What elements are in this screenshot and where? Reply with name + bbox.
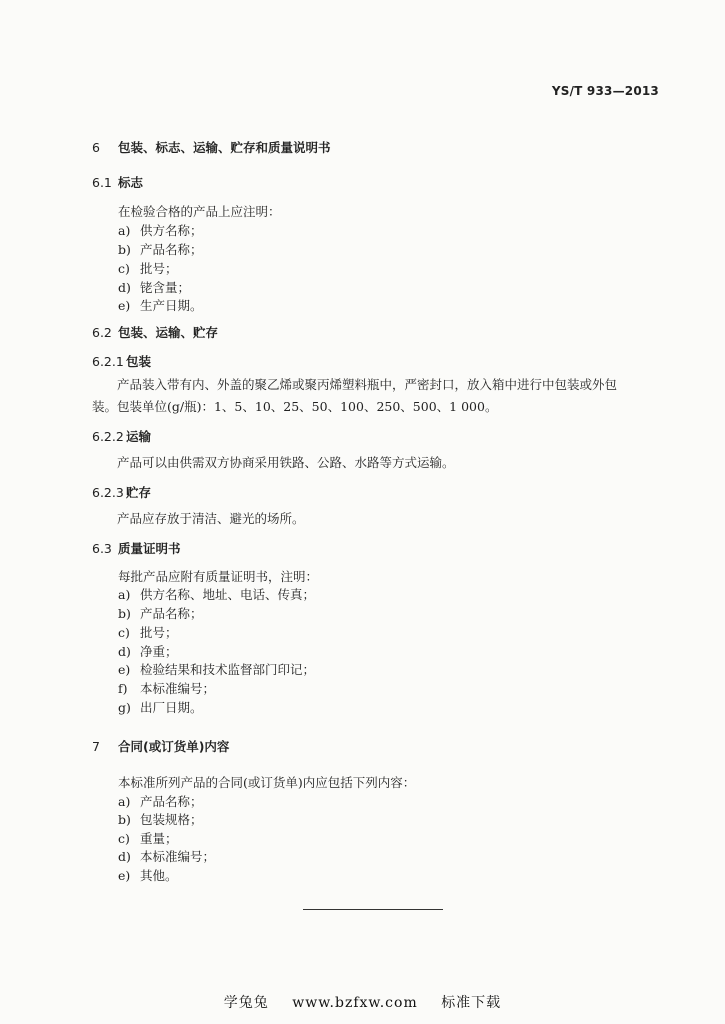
list-marker: b) xyxy=(118,812,131,827)
section-title: 包装、运输、贮存 xyxy=(118,325,219,340)
standard-code: YS/T 933—2013 xyxy=(551,84,659,98)
list-marker: e) xyxy=(118,868,131,883)
section-6-1-lead: 在检验合格的产品上应注明： xyxy=(118,204,281,219)
section-number: 6.2.2 xyxy=(92,429,124,444)
list-text: 产品名称； xyxy=(140,606,203,621)
list-item xyxy=(118,829,178,847)
list-item xyxy=(118,866,178,884)
section-title: 标志 xyxy=(118,175,144,190)
section-6-3-lead: 每批产品应附有质量证明书，注明： xyxy=(118,569,319,584)
list-item xyxy=(118,240,203,258)
section-6-2-3-text: 产品应存放于清洁、避光的场所。 xyxy=(117,511,305,526)
list-marker: b) xyxy=(118,606,131,621)
list-text: 产品名称； xyxy=(140,794,203,809)
list-text: 供方名称、地址、电话、传真； xyxy=(140,587,316,602)
list-item xyxy=(118,642,178,660)
section-number: 6.2 xyxy=(92,325,112,340)
list-marker: f) xyxy=(118,681,128,696)
list-item xyxy=(118,679,215,697)
section-6-2-1-heading xyxy=(92,352,151,370)
section-6-3-heading xyxy=(92,539,181,557)
list-marker: d) xyxy=(118,849,131,864)
section-number: 7 xyxy=(92,739,100,754)
section-6-1-heading xyxy=(92,173,143,191)
section-title: 合同(或订货单)内容 xyxy=(118,739,230,754)
list-item xyxy=(118,221,203,239)
list-item xyxy=(118,623,178,641)
section-number: 6.2.3 xyxy=(92,485,124,500)
section-6-heading xyxy=(92,138,331,156)
list-marker: a) xyxy=(118,223,131,238)
footer-watermark xyxy=(0,992,725,1012)
list-text: 生产日期。 xyxy=(140,298,203,313)
footer-tagline: 标准下载 xyxy=(441,995,502,1011)
list-text: 供方名称； xyxy=(140,223,203,238)
section-7-lead: 本标准所列产品的合同(或订货单)内应包括下列内容： xyxy=(118,775,416,790)
list-marker: a) xyxy=(118,794,131,809)
list-text: 批号； xyxy=(140,625,178,640)
list-text: 铑含量； xyxy=(140,280,191,295)
list-item xyxy=(118,259,178,277)
section-6-2-heading xyxy=(92,323,218,341)
list-item xyxy=(118,604,203,622)
section-number: 6.2.1 xyxy=(92,354,124,369)
list-item xyxy=(118,810,203,828)
list-item xyxy=(118,847,215,865)
list-text: 包装规格； xyxy=(140,812,203,827)
list-marker: c) xyxy=(118,625,130,640)
list-marker: c) xyxy=(118,831,130,846)
list-text: 出厂日期。 xyxy=(140,700,203,715)
list-item xyxy=(118,660,315,678)
section-6-2-1-text: 产品装入带有内、外盖的聚乙烯或聚丙烯塑料瓶中，严密封口，放入箱中进行中包装或外包装。包装单位(g/瓶)：1、5、10、25、50、100、250、500、1 000。 xyxy=(92,377,618,414)
list-marker: b) xyxy=(118,242,131,257)
list-text: 重量； xyxy=(140,831,178,846)
section-title: 运输 xyxy=(126,429,152,444)
section-7-heading xyxy=(92,737,229,755)
list-text: 产品名称； xyxy=(140,242,203,257)
list-marker: c) xyxy=(118,261,130,276)
list-item xyxy=(118,585,315,603)
section-number: 6 xyxy=(92,140,100,155)
list-text: 净重； xyxy=(140,644,178,659)
section-title: 包装、标志、运输、贮存和质量说明书 xyxy=(118,140,331,155)
list-text: 其他。 xyxy=(140,868,178,883)
list-item xyxy=(118,792,203,810)
list-item xyxy=(118,698,203,716)
section-title: 贮存 xyxy=(126,485,152,500)
list-item xyxy=(118,296,203,314)
section-title: 质量证明书 xyxy=(118,541,181,556)
section-6-2-2-heading xyxy=(92,427,151,445)
list-marker: g) xyxy=(118,700,131,715)
list-text: 批号； xyxy=(140,261,178,276)
section-number: 6.3 xyxy=(92,541,112,556)
footer-site-name: 学兔兔 xyxy=(223,995,269,1011)
footer-url[interactable]: www.bzfxw.com xyxy=(292,995,418,1011)
list-text: 本标准编号； xyxy=(140,681,216,696)
section-title: 包装 xyxy=(126,354,152,369)
list-item xyxy=(118,278,190,296)
list-text: 本标准编号； xyxy=(140,849,216,864)
list-marker: e) xyxy=(118,298,131,313)
list-marker: d) xyxy=(118,280,131,295)
list-marker: a) xyxy=(118,587,131,602)
section-6-2-2-text: 产品可以由供需双方协商采用铁路、公路、水路等方式运输。 xyxy=(117,455,455,470)
list-marker: e) xyxy=(118,662,131,677)
list-text: 检验结果和技术监督部门印记； xyxy=(140,662,316,677)
end-rule xyxy=(303,909,443,910)
section-6-2-3-heading xyxy=(92,483,151,501)
section-number: 6.1 xyxy=(92,175,112,190)
list-marker: d) xyxy=(118,644,131,659)
